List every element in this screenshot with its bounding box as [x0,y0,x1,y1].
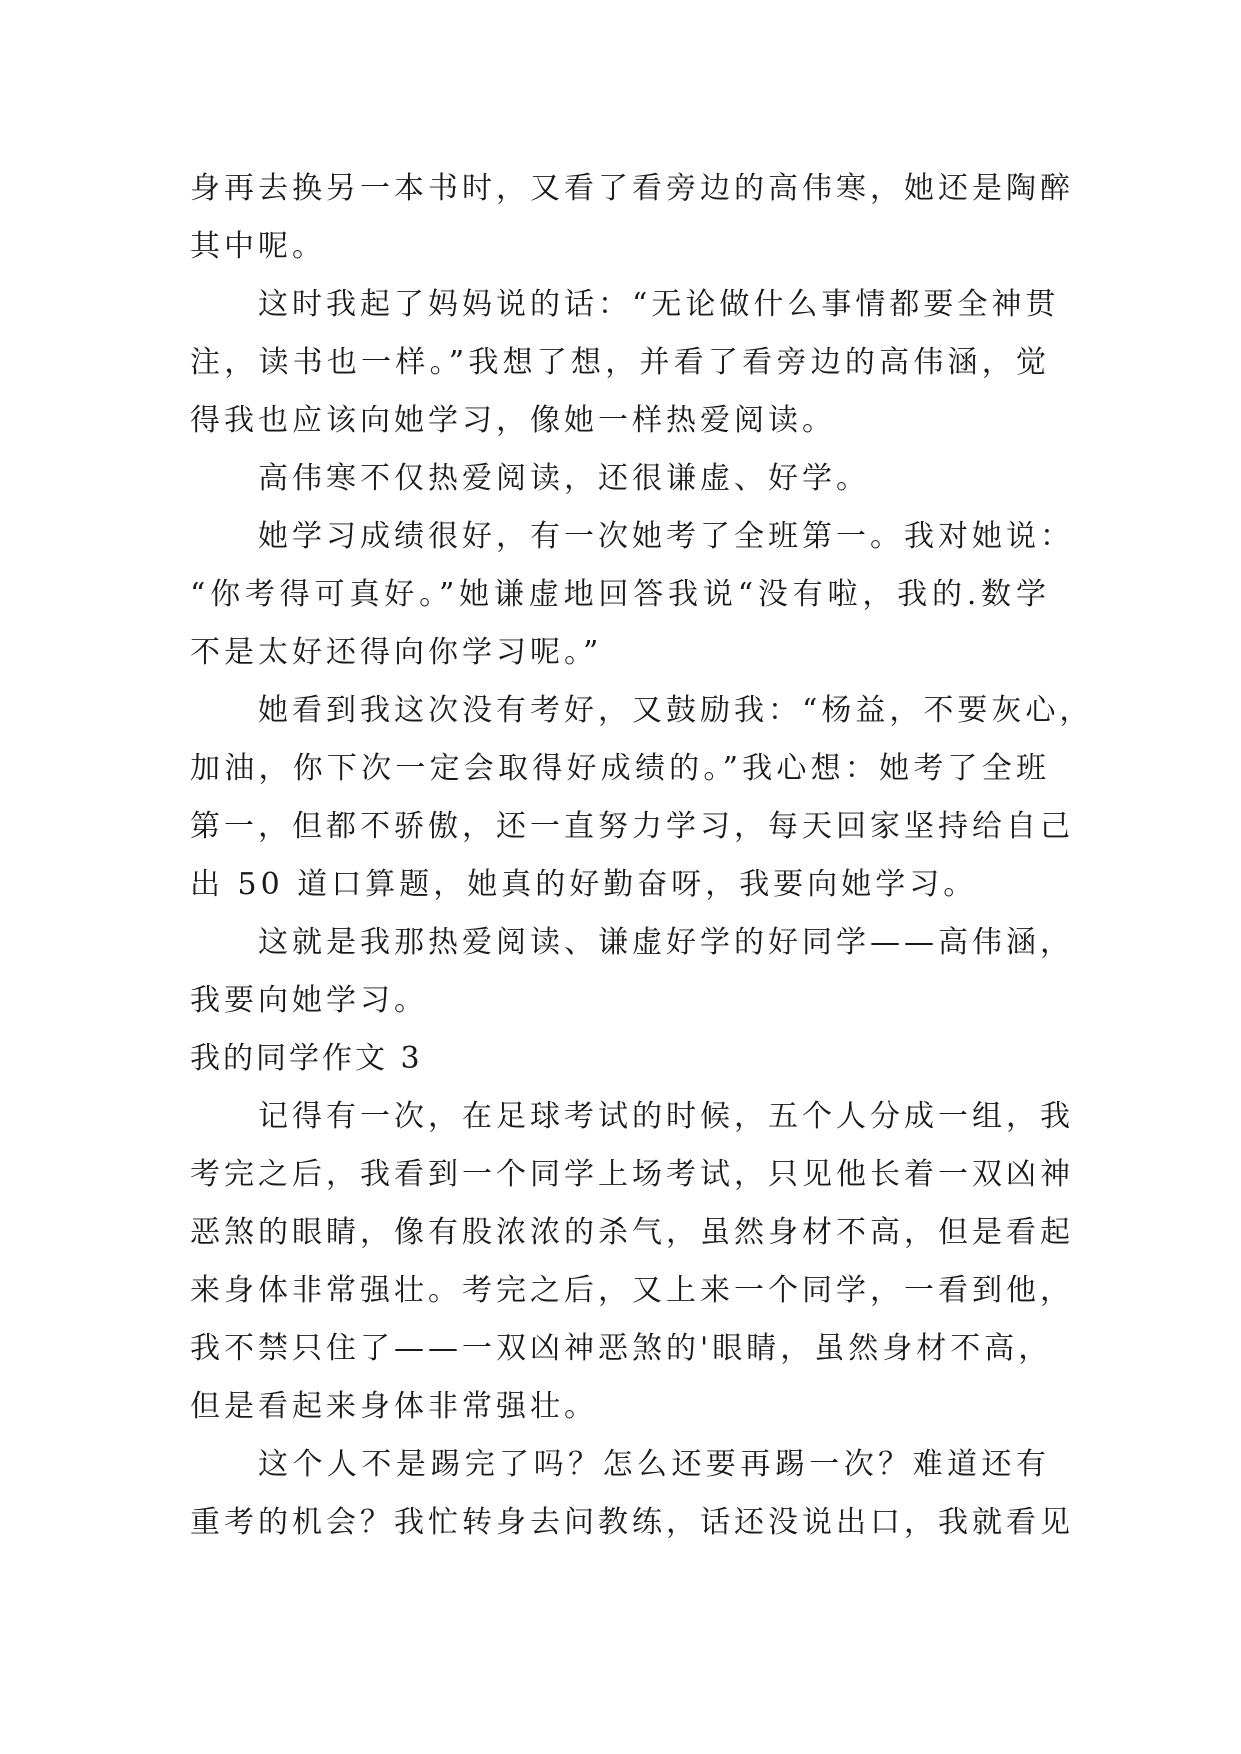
text-line: 重考的机会？我忙转身去问教练，话还没说出口，我就看见 [190,1505,1074,1540]
section-heading: 我的同学作文 3 [190,1041,423,1076]
text-line: 这个人不是踢完了吗？怎么还要再踢一次？难道还有 [258,1447,1050,1482]
text-line: 高伟寒不仅热爱阅读，还很谦虚、好学。 [258,461,870,496]
text-line: 得我也应该向她学习，像她一样热爱阅读。 [190,403,836,438]
text-line: 她看到我这次没有考好，又鼓励我：“杨益，不要灰心， [258,693,1094,728]
text-line: 出 50 道口算题，她真的好勤奋呀，我要向她学习。 [190,867,978,902]
text-line: 我不禁只住了——一双凶神恶煞的'眼睛，虽然身材不高， [190,1331,1053,1366]
text-line: 这就是我那热爱阅读、谦虚好学的好同学——高伟涵， [258,925,1074,960]
text-line: 但是看起来身体非常强壮。 [190,1389,598,1424]
text-line: 我要向她学习。 [190,983,428,1018]
text-line: 不是太好还得向你学习呢。” [190,635,603,670]
text-line: 她学习成绩很好，有一次她考了全班第一。我对她说： [258,519,1074,554]
text-line: 注，读书也一样。”我想了想，并看了看旁边的高伟涵，觉 [190,345,1050,380]
text-line: 记得有一次，在足球考试的时候，五个人分成一组，我 [258,1099,1074,1134]
text-line: 身再去换另一本书时，又看了看旁边的高伟寒，她还是陶醉 [190,171,1074,206]
text-line: “你考得可真好。”她谦虚地回答我说“没有啦，我的.数学 [190,577,1050,612]
text-line: 加油，你下次一定会取得好成绩的。”我心想：她考了全班 [190,751,1050,786]
text-line: 这时我起了妈妈说的话：“无论做什么事情都要全神贯 [258,287,1060,322]
text-line: 第一，但都不骄傲，还一直努力学习，每天回家坚持给自己 [190,809,1074,844]
text-line: 考完之后，我看到一个同学上场考试，只见他长着一双凶神 [190,1157,1074,1192]
text-line: 来身体非常强壮。考完之后，又上来一个同学，一看到他， [190,1273,1074,1308]
body-text [190,160,1094,1552]
text-line: 其中呢。 [190,229,326,264]
text-line: 恶煞的眼睛，像有股浓浓的杀气，虽然身材不高，但是看起 [190,1215,1074,1250]
